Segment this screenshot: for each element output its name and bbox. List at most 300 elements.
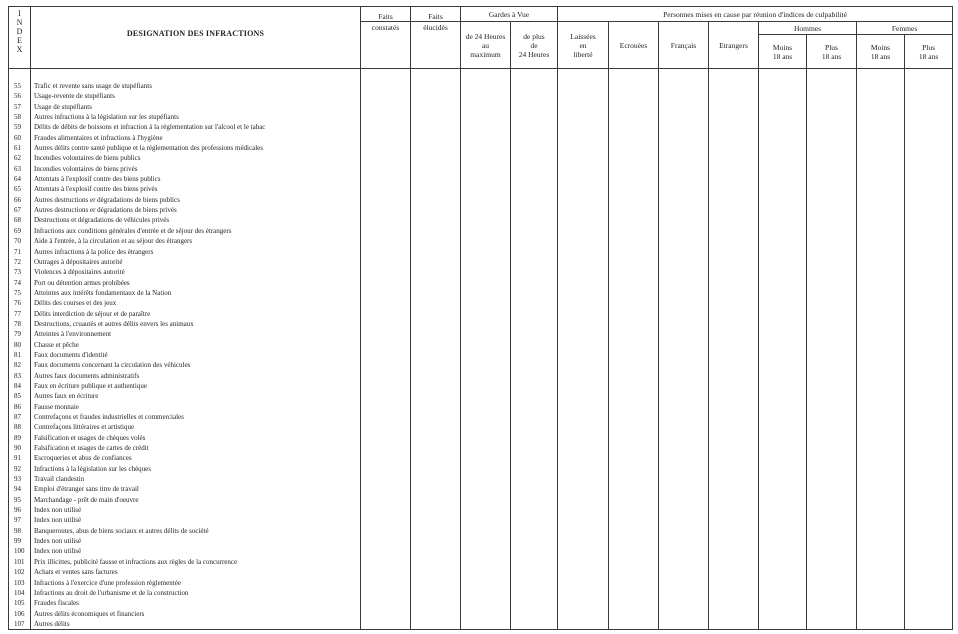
value-cell[interactable] [759, 267, 807, 277]
value-cell[interactable] [609, 309, 659, 319]
value-cell[interactable] [511, 609, 558, 619]
value-cell[interactable] [511, 81, 558, 91]
value-cell[interactable] [709, 495, 759, 505]
value-cell[interactable] [709, 153, 759, 163]
value-cell[interactable] [905, 143, 953, 153]
value-cell[interactable] [709, 226, 759, 236]
value-cell[interactable] [461, 184, 511, 194]
value-cell[interactable] [558, 526, 609, 536]
value-cell[interactable] [709, 402, 759, 412]
value-cell[interactable] [411, 588, 461, 598]
value-cell[interactable] [759, 329, 807, 339]
value-cell[interactable] [759, 236, 807, 246]
value-cell[interactable] [361, 546, 411, 556]
value-cell[interactable] [411, 598, 461, 608]
value-cell[interactable] [609, 184, 659, 194]
value-cell[interactable] [807, 112, 857, 122]
value-cell[interactable] [759, 495, 807, 505]
value-cell[interactable] [461, 112, 511, 122]
value-cell[interactable] [807, 174, 857, 184]
value-cell[interactable] [659, 340, 709, 350]
value-cell[interactable] [857, 381, 905, 391]
value-cell[interactable] [659, 371, 709, 381]
value-cell[interactable] [659, 215, 709, 225]
value-cell[interactable] [511, 257, 558, 267]
value-cell[interactable] [659, 174, 709, 184]
value-cell[interactable] [461, 567, 511, 577]
value-cell[interactable] [461, 588, 511, 598]
value-cell[interactable] [361, 278, 411, 288]
value-cell[interactable] [905, 578, 953, 588]
value-cell[interactable] [857, 226, 905, 236]
value-cell[interactable] [461, 598, 511, 608]
value-cell[interactable] [558, 309, 609, 319]
value-cell[interactable] [411, 464, 461, 474]
value-cell[interactable] [609, 205, 659, 215]
value-cell[interactable] [411, 515, 461, 525]
value-cell[interactable] [411, 122, 461, 132]
value-cell[interactable] [609, 278, 659, 288]
value-cell[interactable] [558, 391, 609, 401]
value-cell[interactable] [709, 298, 759, 308]
value-cell[interactable] [857, 412, 905, 422]
value-cell[interactable] [659, 236, 709, 246]
value-cell[interactable] [807, 433, 857, 443]
value-cell[interactable] [609, 536, 659, 546]
value-cell[interactable] [807, 360, 857, 370]
value-cell[interactable] [659, 515, 709, 525]
value-cell[interactable] [361, 184, 411, 194]
value-cell[interactable] [461, 319, 511, 329]
value-cell[interactable] [759, 91, 807, 101]
value-cell[interactable] [659, 526, 709, 536]
value-cell[interactable] [411, 205, 461, 215]
value-cell[interactable] [905, 443, 953, 453]
value-cell[interactable] [461, 298, 511, 308]
value-cell[interactable] [709, 205, 759, 215]
value-cell[interactable] [461, 609, 511, 619]
value-cell[interactable] [709, 609, 759, 619]
value-cell[interactable] [807, 267, 857, 277]
value-cell[interactable] [361, 371, 411, 381]
value-cell[interactable] [759, 205, 807, 215]
value-cell[interactable] [609, 91, 659, 101]
value-cell[interactable] [759, 433, 807, 443]
value-cell[interactable] [609, 164, 659, 174]
value-cell[interactable] [558, 195, 609, 205]
value-cell[interactable] [558, 288, 609, 298]
value-cell[interactable] [905, 236, 953, 246]
value-cell[interactable] [759, 112, 807, 122]
value-cell[interactable] [411, 257, 461, 267]
value-cell[interactable] [709, 588, 759, 598]
value-cell[interactable] [511, 226, 558, 236]
value-cell[interactable] [659, 288, 709, 298]
value-cell[interactable] [857, 288, 905, 298]
value-cell[interactable] [461, 205, 511, 215]
value-cell[interactable] [361, 464, 411, 474]
value-cell[interactable] [857, 505, 905, 515]
value-cell[interactable] [411, 505, 461, 515]
value-cell[interactable] [759, 443, 807, 453]
value-cell[interactable] [759, 464, 807, 474]
value-cell[interactable] [511, 195, 558, 205]
value-cell[interactable] [361, 495, 411, 505]
value-cell[interactable] [411, 495, 461, 505]
value-cell[interactable] [905, 505, 953, 515]
value-cell[interactable] [609, 412, 659, 422]
value-cell[interactable] [709, 350, 759, 360]
value-cell[interactable] [905, 536, 953, 546]
value-cell[interactable] [361, 195, 411, 205]
value-cell[interactable] [807, 474, 857, 484]
value-cell[interactable] [411, 350, 461, 360]
value-cell[interactable] [558, 474, 609, 484]
value-cell[interactable] [558, 298, 609, 308]
value-cell[interactable] [905, 257, 953, 267]
value-cell[interactable] [361, 598, 411, 608]
value-cell[interactable] [609, 474, 659, 484]
value-cell[interactable] [759, 309, 807, 319]
value-cell[interactable] [709, 133, 759, 143]
value-cell[interactable] [411, 133, 461, 143]
value-cell[interactable] [807, 319, 857, 329]
value-cell[interactable] [361, 578, 411, 588]
value-cell[interactable] [461, 578, 511, 588]
value-cell[interactable] [511, 391, 558, 401]
value-cell[interactable] [461, 195, 511, 205]
value-cell[interactable] [411, 143, 461, 153]
value-cell[interactable] [609, 515, 659, 525]
value-cell[interactable] [361, 319, 411, 329]
value-cell[interactable] [857, 329, 905, 339]
value-cell[interactable] [558, 184, 609, 194]
value-cell[interactable] [361, 526, 411, 536]
value-cell[interactable] [659, 184, 709, 194]
value-cell[interactable] [807, 598, 857, 608]
value-cell[interactable] [759, 505, 807, 515]
value-cell[interactable] [905, 195, 953, 205]
value-cell[interactable] [807, 495, 857, 505]
value-cell[interactable] [659, 402, 709, 412]
value-cell[interactable] [558, 402, 609, 412]
value-cell[interactable] [411, 412, 461, 422]
value-cell[interactable] [659, 195, 709, 205]
value-cell[interactable] [807, 453, 857, 463]
value-cell[interactable] [709, 257, 759, 267]
value-cell[interactable] [659, 588, 709, 598]
value-cell[interactable] [511, 112, 558, 122]
value-cell[interactable] [511, 205, 558, 215]
value-cell[interactable] [361, 174, 411, 184]
value-cell[interactable] [905, 453, 953, 463]
value-cell[interactable] [511, 464, 558, 474]
value-cell[interactable] [659, 122, 709, 132]
value-cell[interactable] [609, 215, 659, 225]
value-cell[interactable] [411, 226, 461, 236]
value-cell[interactable] [609, 298, 659, 308]
value-cell[interactable] [857, 112, 905, 122]
value-cell[interactable] [807, 215, 857, 225]
value-cell[interactable] [511, 619, 558, 630]
value-cell[interactable] [709, 567, 759, 577]
value-cell[interactable] [461, 247, 511, 257]
value-cell[interactable] [857, 588, 905, 598]
value-cell[interactable] [807, 391, 857, 401]
value-cell[interactable] [905, 226, 953, 236]
value-cell[interactable] [857, 546, 905, 556]
value-cell[interactable] [759, 412, 807, 422]
value-cell[interactable] [709, 340, 759, 350]
value-cell[interactable] [905, 567, 953, 577]
value-cell[interactable] [857, 195, 905, 205]
value-cell[interactable] [807, 546, 857, 556]
value-cell[interactable] [511, 526, 558, 536]
value-cell[interactable] [461, 267, 511, 277]
value-cell[interactable] [659, 143, 709, 153]
value-cell[interactable] [905, 495, 953, 505]
value-cell[interactable] [511, 329, 558, 339]
value-cell[interactable] [759, 298, 807, 308]
value-cell[interactable] [609, 319, 659, 329]
value-cell[interactable] [411, 102, 461, 112]
value-cell[interactable] [411, 184, 461, 194]
value-cell[interactable] [905, 402, 953, 412]
value-cell[interactable] [857, 215, 905, 225]
value-cell[interactable] [609, 122, 659, 132]
value-cell[interactable] [659, 464, 709, 474]
value-cell[interactable] [609, 257, 659, 267]
value-cell[interactable] [609, 360, 659, 370]
value-cell[interactable] [558, 609, 609, 619]
value-cell[interactable] [558, 329, 609, 339]
value-cell[interactable] [558, 443, 609, 453]
value-cell[interactable] [411, 609, 461, 619]
value-cell[interactable] [709, 319, 759, 329]
value-cell[interactable] [461, 153, 511, 163]
value-cell[interactable] [411, 174, 461, 184]
value-cell[interactable] [461, 288, 511, 298]
value-cell[interactable] [609, 174, 659, 184]
value-cell[interactable] [511, 350, 558, 360]
value-cell[interactable] [411, 319, 461, 329]
value-cell[interactable] [759, 319, 807, 329]
value-cell[interactable] [609, 619, 659, 630]
value-cell[interactable] [361, 505, 411, 515]
value-cell[interactable] [709, 112, 759, 122]
value-cell[interactable] [511, 267, 558, 277]
value-cell[interactable] [411, 195, 461, 205]
value-cell[interactable] [807, 153, 857, 163]
value-cell[interactable] [857, 164, 905, 174]
value-cell[interactable] [609, 226, 659, 236]
value-cell[interactable] [659, 536, 709, 546]
value-cell[interactable] [411, 381, 461, 391]
value-cell[interactable] [511, 164, 558, 174]
value-cell[interactable] [659, 422, 709, 432]
value-cell[interactable] [361, 340, 411, 350]
value-cell[interactable] [659, 329, 709, 339]
value-cell[interactable] [558, 174, 609, 184]
value-cell[interactable] [807, 609, 857, 619]
value-cell[interactable] [411, 453, 461, 463]
value-cell[interactable] [461, 340, 511, 350]
value-cell[interactable] [361, 236, 411, 246]
value-cell[interactable] [759, 122, 807, 132]
value-cell[interactable] [511, 340, 558, 350]
value-cell[interactable] [709, 329, 759, 339]
value-cell[interactable] [709, 122, 759, 132]
value-cell[interactable] [659, 474, 709, 484]
value-cell[interactable] [511, 184, 558, 194]
value-cell[interactable] [709, 174, 759, 184]
value-cell[interactable] [609, 505, 659, 515]
value-cell[interactable] [905, 122, 953, 132]
value-cell[interactable] [857, 360, 905, 370]
value-cell[interactable] [511, 319, 558, 329]
value-cell[interactable] [361, 247, 411, 257]
value-cell[interactable] [807, 247, 857, 257]
value-cell[interactable] [709, 81, 759, 91]
value-cell[interactable] [807, 288, 857, 298]
value-cell[interactable] [807, 578, 857, 588]
value-cell[interactable] [659, 298, 709, 308]
value-cell[interactable] [511, 371, 558, 381]
value-cell[interactable] [361, 112, 411, 122]
value-cell[interactable] [361, 391, 411, 401]
value-cell[interactable] [905, 412, 953, 422]
value-cell[interactable] [905, 288, 953, 298]
value-cell[interactable] [857, 526, 905, 536]
value-cell[interactable] [461, 619, 511, 630]
value-cell[interactable] [361, 350, 411, 360]
value-cell[interactable] [558, 102, 609, 112]
value-cell[interactable] [361, 309, 411, 319]
value-cell[interactable] [659, 443, 709, 453]
value-cell[interactable] [511, 433, 558, 443]
value-cell[interactable] [709, 371, 759, 381]
value-cell[interactable] [807, 205, 857, 215]
value-cell[interactable] [709, 360, 759, 370]
value-cell[interactable] [361, 226, 411, 236]
value-cell[interactable] [461, 360, 511, 370]
value-cell[interactable] [905, 174, 953, 184]
value-cell[interactable] [659, 598, 709, 608]
value-cell[interactable] [905, 433, 953, 443]
value-cell[interactable] [857, 319, 905, 329]
value-cell[interactable] [609, 112, 659, 122]
value-cell[interactable] [461, 464, 511, 474]
value-cell[interactable] [905, 557, 953, 567]
value-cell[interactable] [511, 298, 558, 308]
value-cell[interactable] [807, 557, 857, 567]
value-cell[interactable] [709, 484, 759, 494]
value-cell[interactable] [807, 567, 857, 577]
value-cell[interactable] [807, 226, 857, 236]
value-cell[interactable] [857, 474, 905, 484]
value-cell[interactable] [857, 578, 905, 588]
value-cell[interactable] [461, 526, 511, 536]
value-cell[interactable] [558, 464, 609, 474]
value-cell[interactable] [807, 484, 857, 494]
value-cell[interactable] [461, 226, 511, 236]
value-cell[interactable] [609, 381, 659, 391]
value-cell[interactable] [609, 81, 659, 91]
value-cell[interactable] [759, 371, 807, 381]
value-cell[interactable] [807, 164, 857, 174]
value-cell[interactable] [558, 536, 609, 546]
value-cell[interactable] [411, 298, 461, 308]
value-cell[interactable] [361, 402, 411, 412]
value-cell[interactable] [411, 112, 461, 122]
value-cell[interactable] [857, 402, 905, 412]
value-cell[interactable] [461, 453, 511, 463]
value-cell[interactable] [361, 619, 411, 630]
value-cell[interactable] [461, 102, 511, 112]
value-cell[interactable] [759, 484, 807, 494]
value-cell[interactable] [709, 422, 759, 432]
value-cell[interactable] [905, 371, 953, 381]
value-cell[interactable] [558, 505, 609, 515]
value-cell[interactable] [905, 391, 953, 401]
value-cell[interactable] [461, 371, 511, 381]
value-cell[interactable] [411, 153, 461, 163]
value-cell[interactable] [511, 143, 558, 153]
value-cell[interactable] [759, 422, 807, 432]
value-cell[interactable] [857, 184, 905, 194]
value-cell[interactable] [905, 329, 953, 339]
value-cell[interactable] [807, 536, 857, 546]
value-cell[interactable] [905, 164, 953, 174]
value-cell[interactable] [361, 153, 411, 163]
value-cell[interactable] [807, 588, 857, 598]
value-cell[interactable] [659, 267, 709, 277]
value-cell[interactable] [857, 443, 905, 453]
value-cell[interactable] [659, 578, 709, 588]
value-cell[interactable] [759, 546, 807, 556]
value-cell[interactable] [411, 371, 461, 381]
value-cell[interactable] [411, 578, 461, 588]
value-cell[interactable] [461, 381, 511, 391]
value-cell[interactable] [905, 205, 953, 215]
value-cell[interactable] [609, 578, 659, 588]
value-cell[interactable] [361, 298, 411, 308]
value-cell[interactable] [759, 278, 807, 288]
value-cell[interactable] [558, 557, 609, 567]
value-cell[interactable] [807, 505, 857, 515]
value-cell[interactable] [361, 81, 411, 91]
value-cell[interactable] [558, 360, 609, 370]
value-cell[interactable] [361, 422, 411, 432]
value-cell[interactable] [411, 247, 461, 257]
value-cell[interactable] [659, 609, 709, 619]
value-cell[interactable] [857, 536, 905, 546]
value-cell[interactable] [461, 329, 511, 339]
value-cell[interactable] [558, 381, 609, 391]
value-cell[interactable] [511, 557, 558, 567]
value-cell[interactable] [361, 567, 411, 577]
value-cell[interactable] [759, 288, 807, 298]
value-cell[interactable] [558, 319, 609, 329]
value-cell[interactable] [461, 412, 511, 422]
value-cell[interactable] [609, 484, 659, 494]
value-cell[interactable] [361, 164, 411, 174]
value-cell[interactable] [709, 91, 759, 101]
value-cell[interactable] [807, 278, 857, 288]
value-cell[interactable] [558, 247, 609, 257]
value-cell[interactable] [659, 257, 709, 267]
value-cell[interactable] [411, 236, 461, 246]
